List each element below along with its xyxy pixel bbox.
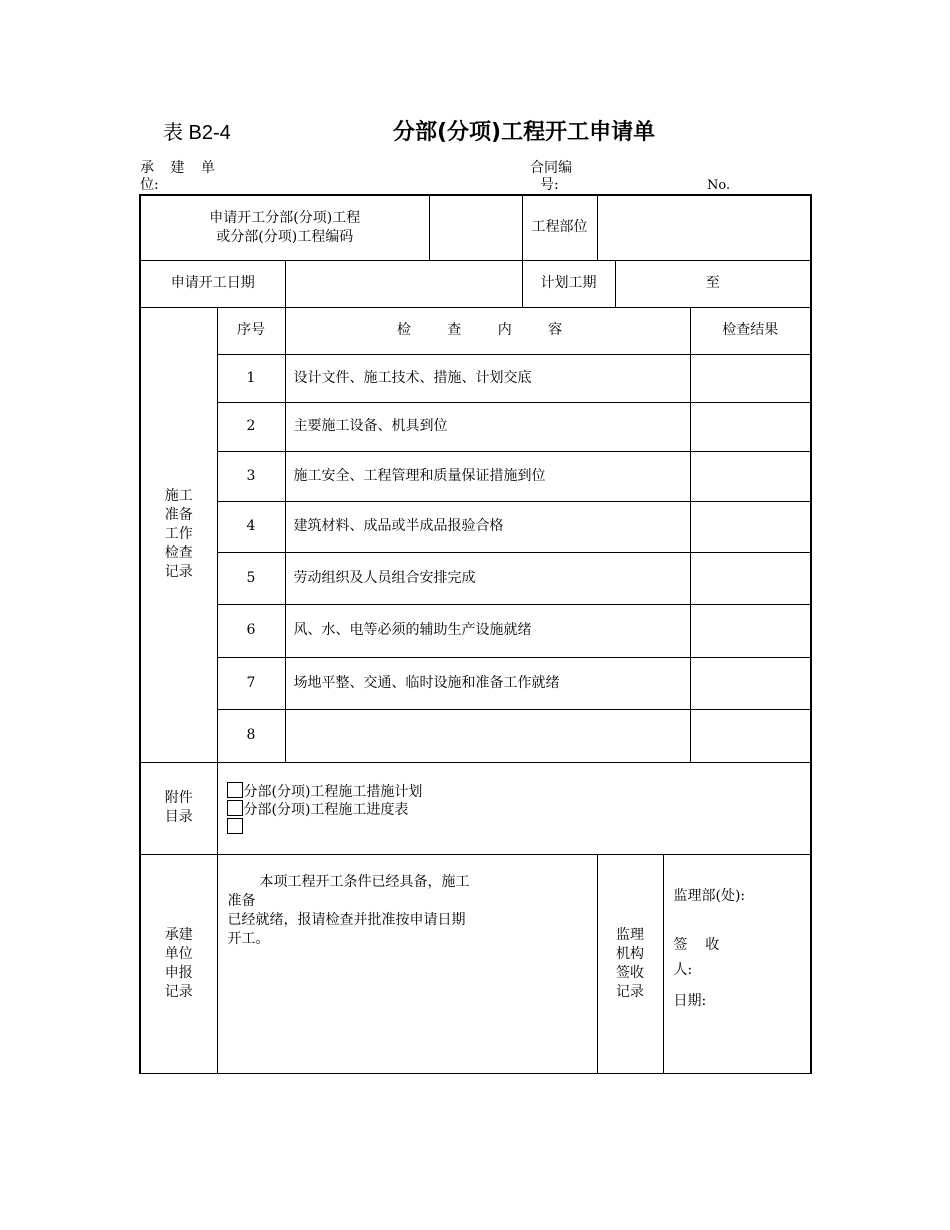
start-date-value[interactable]: [285, 260, 522, 307]
column-header-content: 检 查 内 容: [285, 307, 690, 354]
contract-number-label: 合同编: [530, 160, 572, 176]
plan-period-cell: [522, 260, 811, 307]
check-row-result[interactable]: [690, 501, 811, 552]
contract-number-label-cont: 号:: [540, 177, 559, 193]
check-row-content: 风、水、电等必须的辅助生产设施就绪: [285, 604, 690, 657]
attachment-checkbox[interactable]: [227, 800, 243, 816]
check-row-result[interactable]: [690, 451, 811, 501]
sign-receive-label-cont: 人:: [673, 961, 693, 978]
check-row-content[interactable]: [285, 709, 690, 762]
attachment-checkbox[interactable]: [227, 782, 243, 798]
supervisor-signoff: [663, 854, 811, 1073]
attachment-checkbox[interactable]: [227, 818, 243, 834]
check-row-seq: 5: [217, 552, 285, 604]
project-name-value[interactable]: [429, 195, 522, 260]
check-row-result[interactable]: [690, 354, 811, 402]
project-location-label: 工程部位: [522, 195, 597, 260]
check-row-content: 劳动组织及人员组合安排完成: [285, 552, 690, 604]
check-row-content: 主要施工设备、机具到位: [285, 402, 690, 451]
attachment-label: 附件 目录: [140, 762, 217, 854]
check-row-seq: 2: [217, 402, 285, 451]
contractor-record-label: 承建 单位 申报 记录: [140, 854, 217, 1073]
sign-receive-label: 签 收: [673, 936, 720, 953]
check-row-seq: 6: [217, 604, 285, 657]
column-header-seq: 序号: [217, 307, 285, 354]
check-row-seq: 3: [217, 451, 285, 501]
check-row-seq: 7: [217, 657, 285, 709]
prep-section-label: 施工 准备 工作 检查 记录: [140, 307, 217, 762]
attachment-item: 分部(分项)工程施工措施计划: [227, 782, 811, 800]
attachment-item: [227, 818, 811, 836]
column-header-result: 检查结果: [690, 307, 811, 354]
check-row-seq: 1: [217, 354, 285, 402]
form-code: 表 B2-4: [163, 122, 231, 144]
start-date-label: 申请开工日期: [140, 260, 285, 307]
check-row-content: 设计文件、施工技术、措施、计划交底: [285, 354, 690, 402]
check-row-seq: 8: [217, 709, 285, 762]
supervisor-dept-label: 监理部(处):: [673, 887, 746, 904]
serial-number-label: No.: [707, 178, 731, 193]
form-title: 分部(分项)工程开工申请单: [393, 120, 656, 145]
check-row-result[interactable]: [690, 604, 811, 657]
check-row-result[interactable]: [690, 402, 811, 451]
check-row-result[interactable]: [690, 552, 811, 604]
check-row-content: 场地平整、交通、临时设施和准备工作就绪: [285, 657, 690, 709]
date-label: 日期:: [673, 992, 707, 1009]
attachment-list: [217, 762, 811, 854]
attachment-item: 分部(分项)工程施工进度表: [227, 800, 811, 818]
application-form-table: [139, 194, 812, 1074]
check-row-content: 施工安全、工程管理和质量保证措施到位: [285, 451, 690, 501]
check-row-result[interactable]: [690, 657, 811, 709]
supervisor-record-label: 监理 机构 签收 记录: [597, 854, 663, 1073]
contractor-label-cont: 位:: [140, 177, 159, 193]
project-location-value[interactable]: [597, 195, 811, 260]
check-row-content: 建筑材料、成品或半成品报验合格: [285, 501, 690, 552]
project-name-label: 申请开工分部(分项)工程 或分部(分项)工程编码: [140, 195, 429, 260]
plan-period-label: 计划工期: [523, 261, 616, 307]
contractor-statement: 本项工程开工条件已经具备，施工 准备 已经就绪，报请检查并批准按申请日期 开工。: [217, 854, 597, 1073]
plan-period-value[interactable]: 至: [705, 275, 720, 291]
contractor-label: 承 建 单: [140, 160, 221, 176]
check-row-seq: 4: [217, 501, 285, 552]
check-row-result[interactable]: [690, 709, 811, 762]
